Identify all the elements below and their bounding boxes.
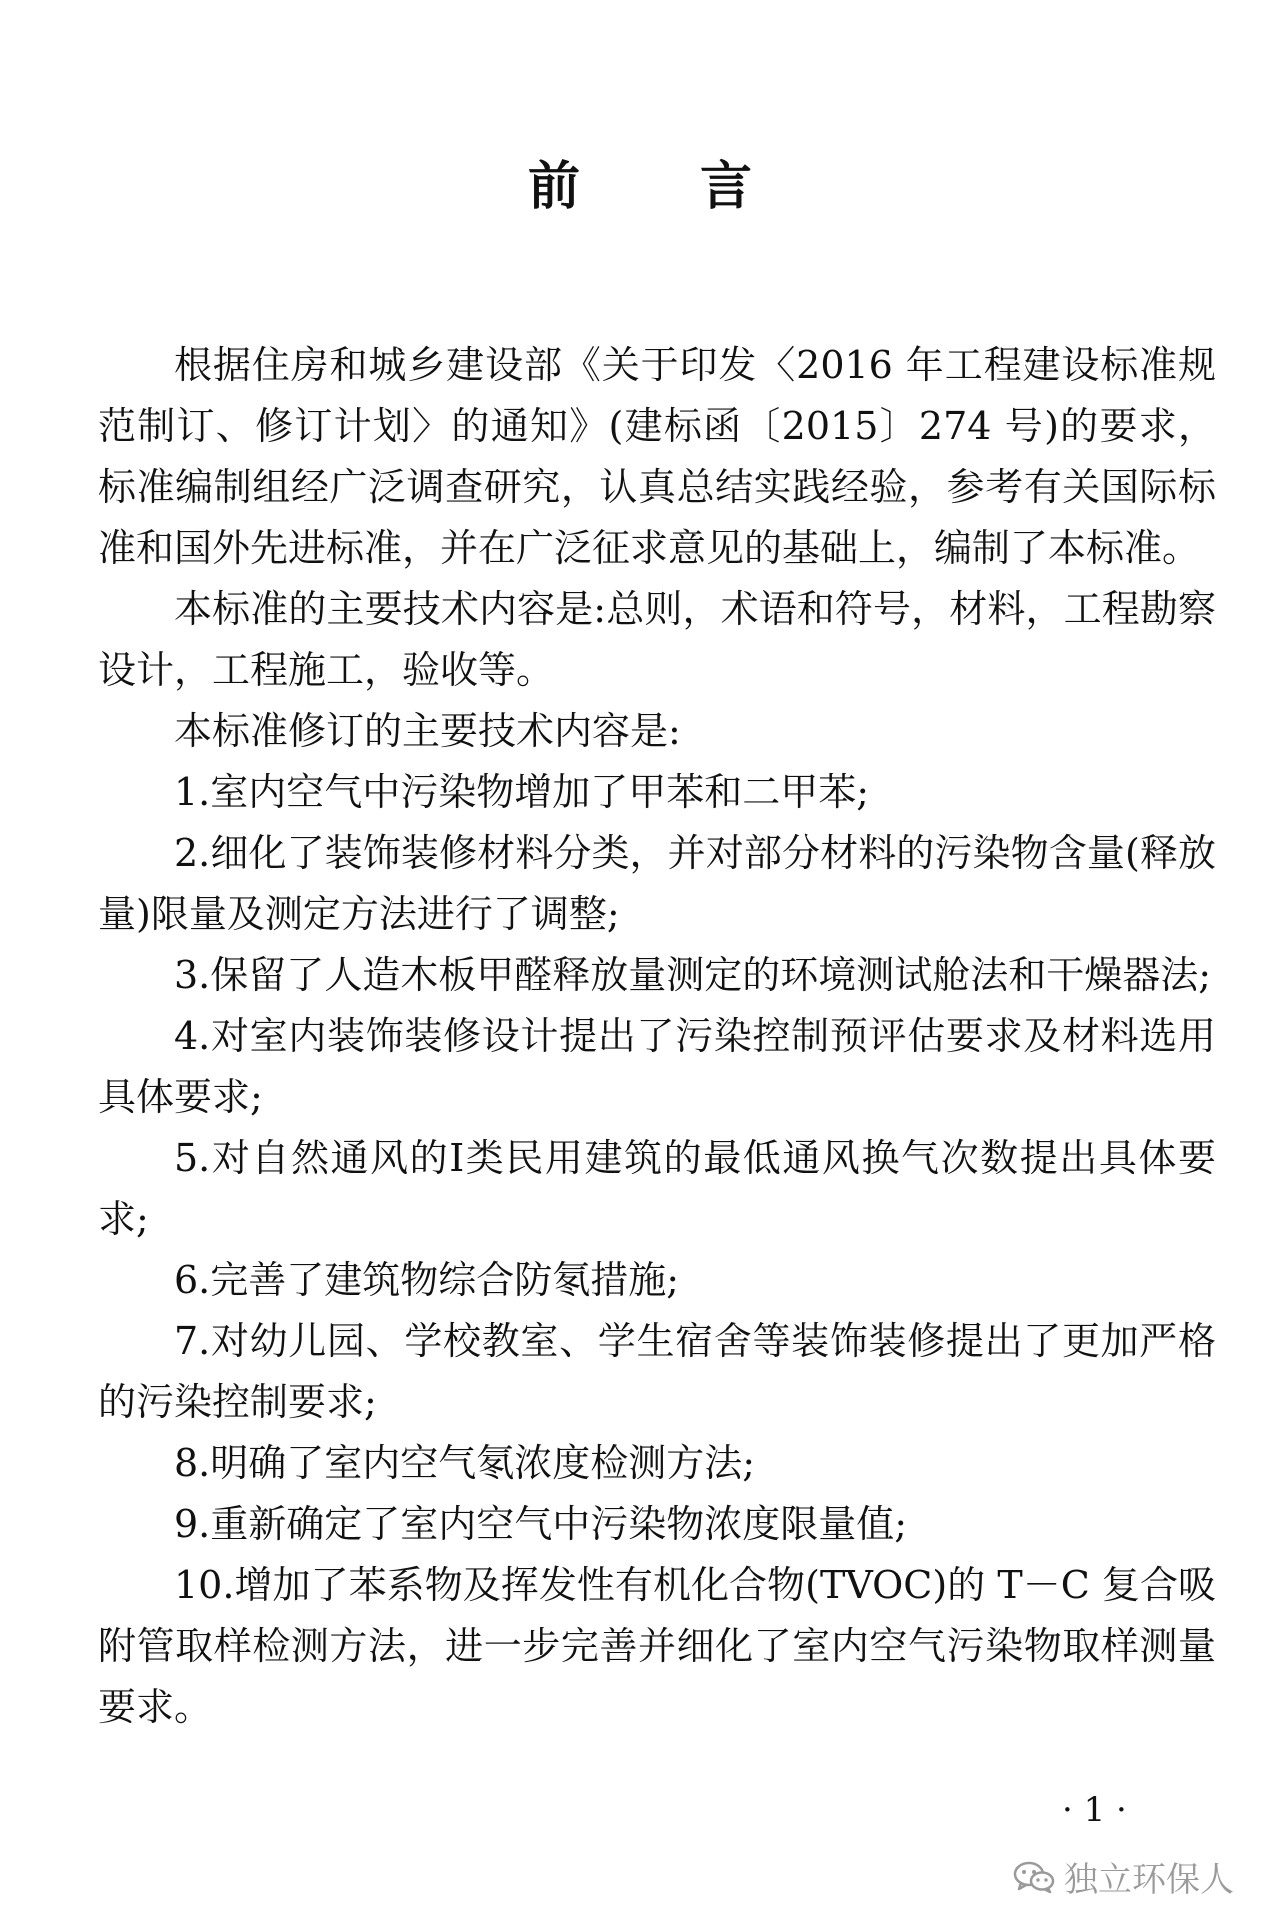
list-item: 3.保留了人造木板甲醛释放量测定的环境测试舱法和干燥器法; [174, 953, 1212, 997]
paragraph: 本标准修订的主要技术内容是: [174, 709, 681, 753]
list-item: 5.对自然通风的Ⅰ类民用建筑的最低通风换气次数提出具体要求; [98, 1136, 1216, 1241]
list-item: 8.明确了室内空气氡浓度检测方法; [174, 1441, 756, 1485]
paragraph: 根据住房和城乡建设部《关于印发〈2016 年工程建设标准规范制订、修订计划〉的通知》(建标函〔2015〕274 号)的要求，标准编制组经广泛调查研究，认真总结实践经验，参考有关国际标准和国外先进标准，并在广泛征求意见的基础上，编制了本标准。 [98, 343, 1216, 570]
list-item: 2.细化了装饰装修材料分类，并对部分材料的污染物含量(释放量)限量及测定方法进行了调整; [98, 831, 1216, 936]
body-text [98, 335, 1216, 1738]
list-item: 10.增加了苯系物及挥发性有机化合物(TVOC)的 T－C 复合吸附管取样检测方法，进一步完善并细化了室内空气污染物取样测量要求。 [98, 1563, 1216, 1729]
page-number: · 1 · [1062, 1790, 1127, 1830]
list-item: 7.对幼儿园、学校教室、学生宿舍等装饰装修提出了更加严格的污染控制要求; [98, 1319, 1216, 1424]
list-item: 9.重新确定了室内空气中污染物浓度限量值; [174, 1502, 908, 1546]
watermark-text: 独立环保人 [1064, 1860, 1234, 1900]
watermark [1012, 1852, 1234, 1901]
page-title: 前言 [527, 157, 872, 217]
list-item: 1.室内空气中污染物增加了甲苯和二甲苯; [174, 770, 870, 814]
wechat-icon [1012, 1860, 1056, 1894]
list-item: 6.完善了建筑物综合防氡措施; [174, 1258, 680, 1302]
paragraph: 本标准的主要技术内容是:总则，术语和符号，材料，工程勘察设计，工程施工，验收等。 [98, 587, 1216, 692]
list-item: 4.对室内装饰装修设计提出了污染控制预评估要求及材料选用具体要求; [98, 1014, 1216, 1119]
